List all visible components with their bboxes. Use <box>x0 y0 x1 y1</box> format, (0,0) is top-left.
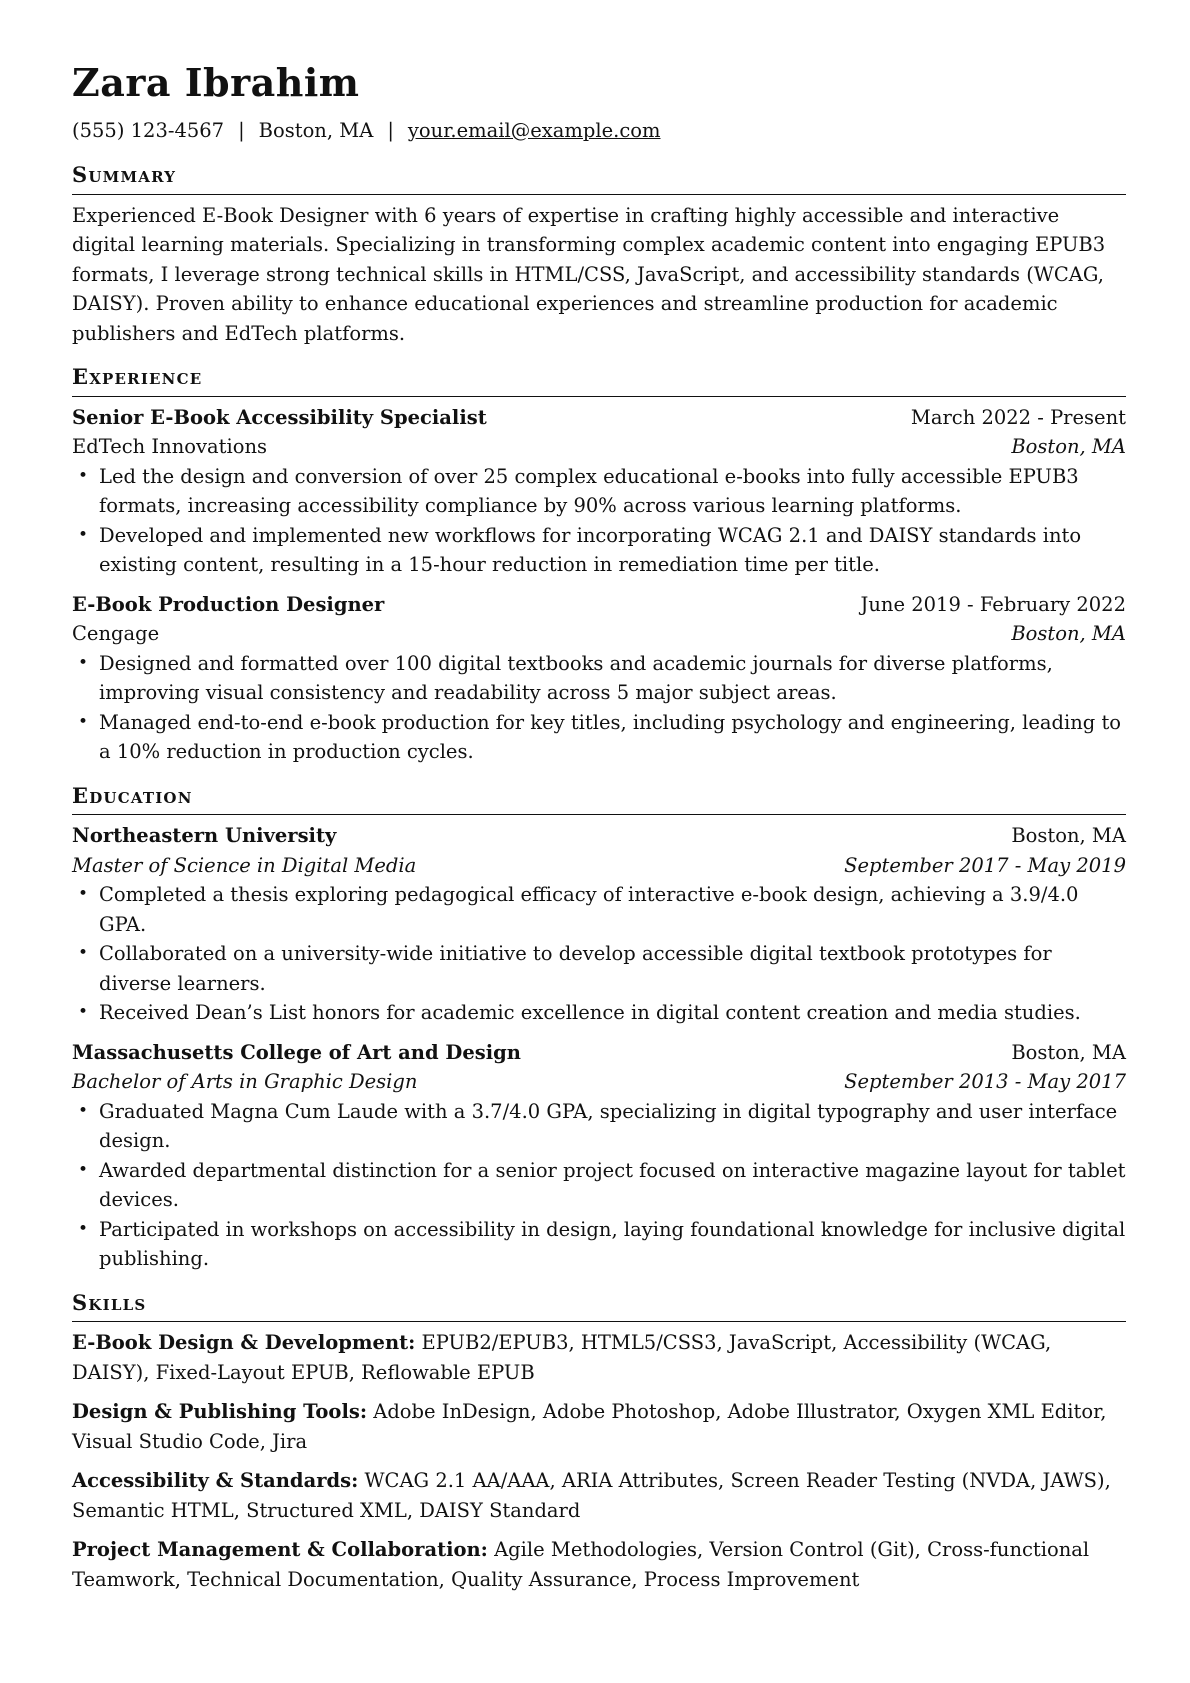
section-title-skills: Skills <box>72 1288 1126 1323</box>
location: Boston, MA <box>258 119 374 142</box>
bullet-item: • Completed a thesis exploring pedagogical efficacy of interactive e-book design, achieving a 3.9/4.0 GPA. <box>72 880 1126 939</box>
contact-line <box>72 116 1126 146</box>
education-entry <box>72 821 1126 1028</box>
experience-bullets <box>72 649 1126 767</box>
bullet-item: • Led the design and conversion of over 25 complex educational e-books into fully accessible EPUB3 formats, increasing accessibility compliance by 90% across various learning platforms. <box>72 462 1126 521</box>
skill-group <box>72 1535 1126 1594</box>
skill-group <box>72 1397 1126 1456</box>
section-title-experience: Experience <box>72 362 1126 397</box>
bullet-item: • Awarded departmental distinction for a senior project focused on interactive magazine layout for tablet devices. <box>72 1156 1126 1215</box>
experience-subheader <box>72 432 1126 462</box>
resume-content <box>72 58 1126 1594</box>
section-title-education: Education <box>72 781 1126 816</box>
skill-label: Project Management & Collaboration: <box>72 1538 488 1561</box>
school-location: Boston, MA <box>1011 1040 1126 1064</box>
skill-value: Adobe InDesign, Adobe Photoshop, Adobe Illustrator, Oxygen XML Editor, Visual Studio Code, Jira <box>72 1400 1107 1453</box>
education-dates: September 2013 - May 2017 <box>844 1070 1126 1093</box>
education-bullets <box>72 880 1126 1028</box>
experience-section <box>72 362 1126 767</box>
skill-label: Design & Publishing Tools: <box>72 1400 368 1423</box>
bullet-item: • Designed and formatted over 100 digital textbooks and academic journals for diverse platforms, improving visual consistency and readability across 5 major subject areas. <box>72 649 1126 708</box>
experience-entry <box>72 403 1126 580</box>
job-title: E-Book Production Designer <box>72 592 385 616</box>
education-subheader <box>72 851 1126 881</box>
skill-label: E-Book Design & Development: <box>72 1331 416 1354</box>
job-title: Senior E-Book Accessibility Specialist <box>72 405 487 429</box>
education-dates: September 2017 - May 2019 <box>844 853 1126 877</box>
skill-label: Accessibility & Standards: <box>72 1469 359 1492</box>
job-dates: June 2019 - February 2022 <box>860 592 1126 616</box>
skill-group <box>72 1328 1126 1387</box>
experience-header <box>72 403 1126 433</box>
school-location: Boston, MA <box>1011 824 1126 847</box>
summary-text: Experienced E-Book Designer with 6 years of expertise in crafting highly accessible and interactive digital learning materials. Specializing in transforming complex academic content into engaging EPUB3 formats, I leverage strong technical skills in HTML/CSS, JavaScript, and accessibility standards (WCAG, DAISY). Proven ability to enhance educational experiences and streamline production for academic publishers and EdTech platforms. <box>72 203 1106 345</box>
education-subheader <box>72 1067 1126 1097</box>
bullet-item: • Collaborated on a university-wide initiative to develop accessible digital textbook prototypes for diverse learners. <box>72 939 1126 998</box>
school-name: Massachusetts College of Art and Design <box>72 1040 521 1064</box>
skill-value: EPUB2/EPUB3, HTML5/CSS3, JavaScript, Accessibility (WCAG, DAISY), Fixed-Layout EPUB, Reflowable EPUB <box>72 1331 1052 1384</box>
contact-separator: | <box>238 119 245 142</box>
email-link[interactable]: your.email@example.com <box>407 119 661 142</box>
experience-entry <box>72 590 1126 767</box>
experience-bullets <box>72 462 1126 580</box>
company-name: Cengage <box>72 622 160 645</box>
company-name: EdTech Innovations <box>72 435 268 458</box>
education-entry <box>72 1038 1126 1274</box>
education-section <box>72 781 1126 1274</box>
bullet-item: • Participated in workshops on accessibility in design, laying foundational knowledge for inclusive digital publishing. <box>72 1215 1126 1274</box>
bullet-item: • Received Dean’s List honors for academic excellence in digital content creation and media studies. <box>72 998 1126 1028</box>
degree-name: Master of Science in Digital Media <box>72 853 417 877</box>
job-dates: March 2022 - Present <box>910 405 1126 429</box>
candidate-name: Zara Ibrahim <box>72 60 360 105</box>
education-bullets <box>72 1097 1126 1274</box>
education-list <box>72 821 1126 1274</box>
education-header <box>72 1038 1126 1068</box>
job-location: Boston, MA <box>1011 622 1126 645</box>
experience-list <box>72 403 1126 767</box>
bullet-item: • Managed end-to-end e-book production for key titles, including psychology and engineering, leading to a 10% reduction in production cycles. <box>72 708 1126 767</box>
bullet-item: • Graduated Magna Cum Laude with a 3.7/4.0 GPA, specializing in digital typography and user interface design. <box>72 1097 1126 1156</box>
contact-separator: | <box>387 119 394 142</box>
job-location: Boston, MA <box>1011 435 1126 458</box>
skills-list <box>72 1328 1126 1594</box>
experience-header <box>72 590 1126 620</box>
phone-number: (555) 123-4567 <box>72 119 225 142</box>
summary-section <box>72 160 1126 348</box>
experience-subheader <box>72 619 1126 649</box>
section-title-summary: Summary <box>72 160 1126 195</box>
skills-section <box>72 1288 1126 1595</box>
skill-group <box>72 1466 1126 1525</box>
school-name: Northeastern University <box>72 824 337 847</box>
education-header <box>72 821 1126 851</box>
bullet-item: • Developed and implemented new workflows for incorporating WCAG 2.1 and DAISY standards into existing content, resulting in a 15-hour reduction in remediation time per title. <box>72 521 1126 580</box>
skill-value: Agile Methodologies, Version Control (Git), Cross-functional Teamwork, Technical Documentation, Quality Assurance, Process Improvement <box>72 1538 1090 1591</box>
skill-value: WCAG 2.1 AA/AAA, ARIA Attributes, Screen Reader Testing (NVDA, JAWS), Semantic HTML, Structured XML, DAISY Standard <box>72 1469 1111 1522</box>
degree-name: Bachelor of Arts in Graphic Design <box>72 1070 418 1093</box>
